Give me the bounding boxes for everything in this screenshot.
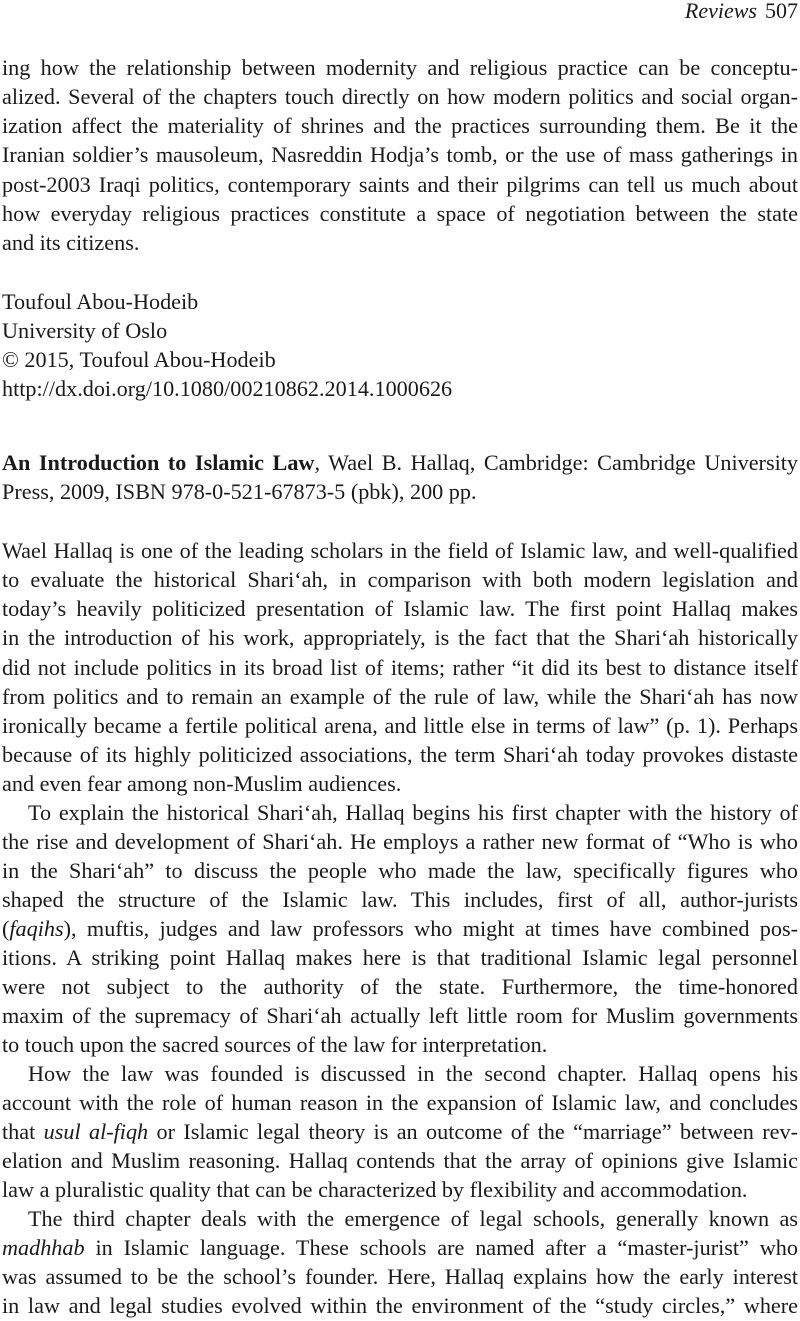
copyright-line: © 2015, Toufoul Abou-Hodeib	[2, 347, 276, 372]
running-head-title: Reviews	[684, 0, 757, 23]
heading-line-1	[2, 448, 798, 478]
reviewer-affiliation: University of Oslo	[2, 318, 168, 343]
text-line: how everyday religious practices constitute a space of negotiation between the state	[2, 201, 798, 226]
paren: (	[2, 916, 10, 941]
text-line: was assumed to be the school’s founder. Here, Hallaq explains how the early interest	[2, 1264, 798, 1289]
text-line: post-2003 Iraqi politics, contemporary saints and their pilgrims can tell us much about	[2, 172, 798, 197]
running-head	[685, 0, 798, 26]
text-line: The third chapter deals with the emergence of legal schools, generally known as	[28, 1206, 798, 1231]
text-line	[2, 1117, 798, 1147]
text-line	[2, 914, 798, 944]
term-faqihs: faqihs	[9, 916, 64, 941]
text-line: today’s heavily politicized presentation of Islamic law. The first point Hallaq makes	[2, 596, 798, 621]
text-line: elation and Muslim reasoning. Hallaq contends that the array of opinions give Islamic	[2, 1148, 798, 1173]
text-line: in the Shari‘ah” to discuss the people who made the law, specifically figures who	[2, 858, 798, 883]
text-line: ironically became a fertile political arena, and little else in terms of law” (p. 1). Perhaps	[2, 713, 798, 738]
text-span: or Islamic legal theory is an outcome of the “marriage” between rev-	[148, 1119, 798, 1144]
book-meta: , Wael B. Hallaq, Cambridge: Cambridge University	[314, 450, 798, 475]
text-line	[2, 1233, 798, 1263]
text-line: were not subject to the authority of the state. Furthermore, the time-honored	[2, 974, 798, 999]
heading-line-2: Press, 2009, ISBN 978-0-521-67873-5 (pbk), 200 pp.	[2, 479, 477, 504]
text-line: from politics and to remain an example of the rule of law, while the Shari‘ah has now	[2, 684, 798, 709]
text-span: ), muftis, judges and law professors who might at times have combined pos-	[63, 916, 798, 941]
text-line: because of its highly politicized associations, the term Shari‘ah today provokes distaste	[2, 742, 798, 767]
text-line: How the law was founded is discussed in the second chapter. Hallaq opens his	[28, 1061, 798, 1086]
text-line: shaped the structure of the Islamic law. This includes, first of all, author-jurists	[2, 887, 798, 912]
text-line: To explain the historical Shari‘ah, Hallaq begins his first chapter with the history of	[28, 800, 798, 825]
reviewer-name: Toufoul Abou-Hodeib	[2, 289, 199, 314]
text-line: alized. Several of the chapters touch directly on how modern politics and social organ-	[2, 84, 798, 109]
text-span: in Islamic language. These schools are named after a “master-jurist” who	[84, 1235, 798, 1260]
text-line: in law and legal studies evolved within the environment of the “study circles,” where	[2, 1293, 798, 1318]
book-title: An Introduction to Islamic Law	[2, 450, 315, 475]
text-line: in the introduction of his work, appropriately, is the fact that the Shari‘ah historically	[2, 625, 798, 650]
text-line: did not include politics in its broad list of items; rather “it did its best to distance itself	[2, 655, 798, 680]
text-line: and even fear among non-Muslim audiences.	[2, 771, 402, 796]
text-line: ing how the relationship between modernity and religious practice can be conceptu-	[2, 55, 798, 80]
term-madhhab: madhhab	[2, 1235, 85, 1260]
text-line: account with the role of human reason in the expansion of Islamic law, and concludes	[2, 1090, 798, 1115]
text-line: law a pluralistic quality that can be characterized by flexibility and accommodation.	[2, 1177, 748, 1202]
text-span: that	[2, 1119, 44, 1144]
text-line: the rise and development of Shari‘ah. He employs a rather new format of “Who is who	[2, 829, 798, 854]
text-line: and its citizens.	[2, 230, 140, 255]
text-line: Iranian soldier’s mausoleum, Nasreddin Hodja’s tomb, or the use of mass gatherings in	[2, 142, 798, 167]
doi-link[interactable]: http://dx.doi.org/10.1080/00210862.2014.1000626	[2, 376, 453, 401]
text-line: maxim of the supremacy of Shari‘ah actually left little room for Muslim governments	[2, 1003, 798, 1028]
page-number: 507	[765, 0, 798, 23]
text-line: to evaluate the historical Shari‘ah, in comparison with both modern legislation and	[2, 567, 798, 592]
term-usul-al-fiqh: usul al-fiqh	[43, 1119, 149, 1144]
text-line: ization affect the materiality of shrines and the practices surrounding them. Be it the	[2, 113, 798, 138]
text-line: Wael Hallaq is one of the leading scholars in the field of Islamic law, and well-qualified	[2, 538, 798, 563]
text-line: to touch upon the sacred sources of the law for interpretation.	[2, 1032, 548, 1057]
text-line: itions. A striking point Hallaq makes here is that traditional Islamic legal personnel	[2, 945, 798, 970]
